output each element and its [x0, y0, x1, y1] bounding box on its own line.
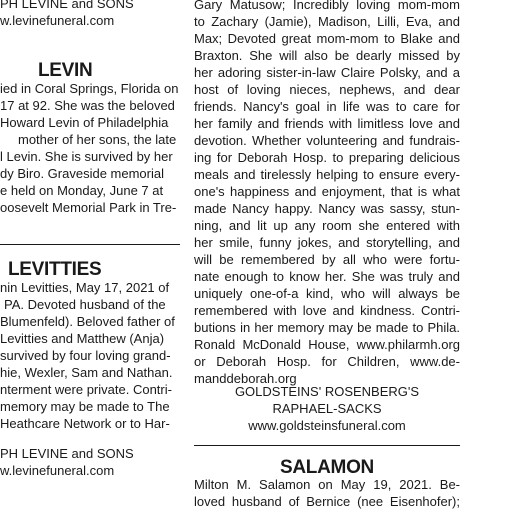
divider-rule: [0, 244, 180, 245]
funeral-home-website: w.levinefuneral.com: [0, 463, 115, 478]
funeral-home-name-cont: RAPHAEL-SACKS: [272, 401, 382, 416]
body-line: Gary Matusow; Incredibly loving mom-mom: [194, 0, 460, 12]
body-line: nin Levitties, May 17, 2021 of: [0, 280, 170, 295]
body-line: l Levin. She is survived by her: [0, 149, 173, 164]
body-line: or Deborah Hosp. for Children, www.de-: [194, 354, 460, 369]
body-line: survived by four loving grand-: [0, 348, 171, 363]
body-line: Heathcare Network or to Har-: [0, 416, 170, 431]
body-line: friends. Nancy's goal in life was to care for: [194, 99, 460, 114]
body-line: ning, and lit up any room she entered with: [194, 218, 460, 233]
body-line: devotion. Whether volunteering and fundrais-: [194, 133, 460, 148]
body-line: Levitties and Matthew (Anja): [0, 331, 165, 346]
funeral-home-name: PH LEVINE and SONS: [0, 0, 134, 11]
obituary-heading-levitties: LEVITTIES: [8, 259, 102, 280]
body-line: dy Biro. Graveside memorial: [0, 166, 164, 181]
body-line: manddeborah.org: [194, 371, 297, 386]
obituary-heading-levin: LEVIN: [38, 60, 93, 81]
body-line: Ronald McDonald House, www.philarmh.org: [194, 337, 460, 352]
body-line: 17 at 92. She was the beloved: [0, 98, 175, 113]
body-line: to Zachary (Jamie), Madison, Lilli, Eva, and: [194, 14, 460, 29]
body-line: uniquely one-of-a kind, who will always be: [194, 286, 460, 301]
body-line: made Nancy happy. Nancy was sassy, stun-: [194, 201, 460, 216]
funeral-home-name: GOLDSTEINS' ROSENBERG'S: [234, 384, 420, 399]
body-line: nate enough to know her. She was truly and: [194, 269, 460, 284]
body-line: will be remembered by all who were fortu-: [194, 252, 460, 267]
body-line: hie, Wexler, Sam and Nathan.: [0, 365, 173, 380]
body-line: e held on Monday, June 7 at: [0, 183, 164, 198]
body-line: memory may be made to The: [0, 399, 170, 414]
divider-rule: [194, 445, 460, 446]
body-line: ied in Coral Springs, Florida on: [0, 81, 179, 96]
obituary-heading-salamon: SALAMON: [280, 457, 374, 478]
body-line: Braxton. She will also be dearly missed by: [194, 48, 460, 63]
body-line: one's happiness and enjoyment, that is what: [194, 184, 460, 199]
body-line: Milton M. Salamon on May 19, 2021. Be-: [194, 477, 460, 492]
body-line: PA. Devoted husband of the: [4, 297, 166, 312]
body-line: loved husband of Bernice (nee Eisenhofer);: [194, 494, 460, 509]
body-line: ing for Deborah Hosp. to preparing delicious: [194, 150, 460, 165]
body-line: meals and tirelessly helping to ensure every-: [194, 167, 460, 182]
body-line: remembered with love and kindness. Contri-: [194, 303, 460, 318]
body-line: her family and friends with limitless love and: [194, 116, 460, 131]
body-line: butions in her memory may be made to Phila.: [194, 320, 460, 335]
body-line: host of loving nieces, nephews, and dear: [194, 82, 460, 97]
body-line: Howard Levin of Philadelphia: [0, 115, 169, 130]
body-line: mother of her sons, the late: [18, 132, 177, 147]
funeral-home-name: PH LEVINE and SONS: [0, 446, 134, 461]
body-line: her adoring sister-in-law Claire Polsky, and a: [194, 65, 460, 80]
body-line: nterment were private. Contri-: [0, 382, 172, 397]
funeral-home-website: www.goldsteinsfuneral.com: [248, 418, 406, 433]
body-line: Max; Devoted great mom-mom to Blake and: [194, 31, 460, 46]
body-line: Blumenfeld). Beloved father of: [0, 314, 175, 329]
funeral-home-website: w.levinefuneral.com: [0, 13, 115, 28]
body-line: oosevelt Memorial Park in Tre-: [0, 200, 177, 215]
body-line: her smile, funny jokes, and storytelling, and: [194, 235, 460, 250]
